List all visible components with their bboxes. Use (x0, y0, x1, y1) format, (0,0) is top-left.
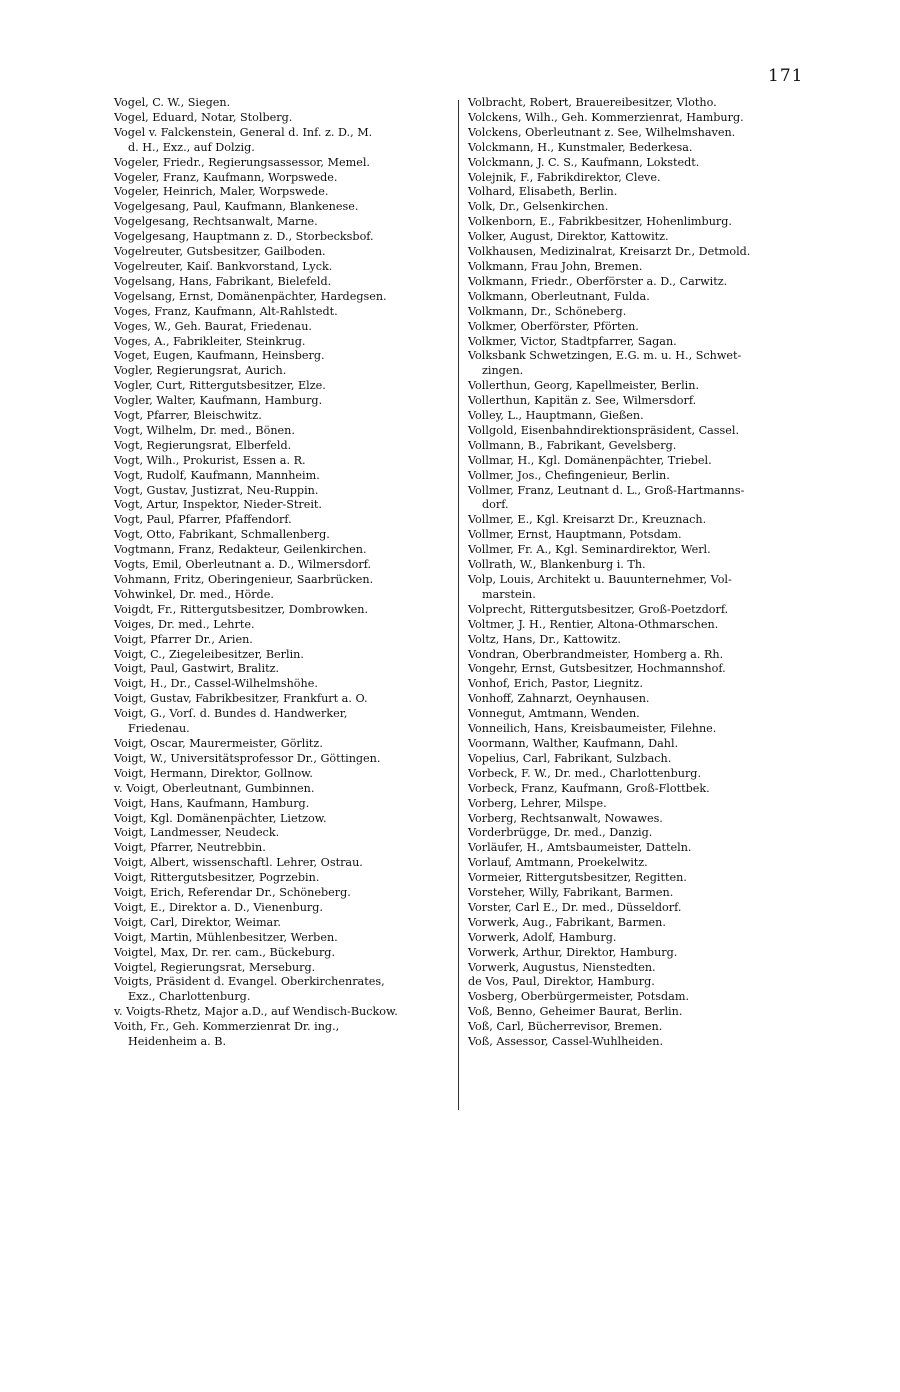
entry-continuation: d. H., Exz., auf Dolzig. (128, 140, 255, 154)
directory-entry: Vorsteher, Willy, Fabrikant, Barmen. (468, 886, 674, 900)
directory-entry: Vollrath, W., Blankenburg i. Th. (468, 558, 646, 572)
entry-continuation: zingen. (482, 364, 524, 378)
directory-entry: Vongehr, Ernst, Gutsbesitzer, Hochmannshof. (468, 662, 726, 676)
directory-entry: Volksbank Schwetzingen, E.G. m. u. H., Schwet- (468, 349, 742, 363)
directory-entry: Vogts, Emil, Oberleutnant a. D., Wilmersdorf. (114, 558, 372, 572)
directory-entry: Vorwerk, Arthur, Direktor, Hamburg. (468, 945, 678, 959)
directory-entry: Vollgold, Eisenbahndirektionspräsident, Cassel. (468, 423, 740, 437)
right-column (468, 96, 808, 1050)
directory-entry: Voigt, W., Universitätsprofessor Dr., Göttingen. (114, 751, 381, 765)
directory-entry: Volprecht, Rittergutsbesitzer, Groß-Poetzdorf. (468, 602, 729, 616)
directory-entry: Vollmer, Fr. A., Kgl. Seminardirektor, Werl. (468, 543, 711, 557)
directory-entry: Vogler, Walter, Kaufmann, Hamburg. (114, 394, 323, 408)
directory-entry: Vogelsang, Ernst, Domänenpächter, Hardegsen. (114, 289, 387, 303)
directory-entry: de Vos, Paul, Direktor, Hamburg. (468, 975, 655, 989)
directory-entry: Voß, Assessor, Cassel-Wuhlheiden. (468, 1035, 664, 1049)
directory-entry: Voigt, Paul, Gastwirt, Bralitz. (114, 662, 280, 676)
directory-entry: Vollmar, H., Kgl. Domänenpächter, Triebel. (468, 453, 712, 467)
directory-entry: Volp, Louis, Architekt u. Bauunternehmer, Vol- (468, 573, 732, 586)
directory-entry: Vogt, Paul, Pfarrer, Pfaffendorf. (114, 513, 292, 527)
directory-entry: Vorbeck, Franz, Kaufmann, Groß-Flottbek. (468, 781, 710, 795)
directory-entry: Vogt, Wilh., Prokurist, Essen a. R. (114, 453, 306, 467)
directory-entry: Volkmer, Victor, Stadtpfarrer, Sagan. (468, 334, 677, 348)
directory-entry: Vogelgesang, Paul, Kaufmann, Blankenese. (114, 200, 359, 214)
directory-entry: Voltmer, J. H., Rentier, Altona-Othmarschen. (468, 617, 719, 631)
directory-entry: Volckens, Oberleutnant z. See, Wilhelmshaven. (468, 125, 736, 139)
directory-entry: Vollmer, Jos., Chefingenieur, Berlin. (468, 468, 670, 482)
directory-entry: Voget, Eugen, Kaufmann, Heinsberg. (114, 349, 325, 363)
directory-entry: Voigt, C., Ziegeleibesitzer, Berlin. (114, 647, 304, 661)
directory-entry: Vollmer, Franz, Leutnant d. L., Groß-Hartmanns- (468, 483, 745, 497)
directory-entry: Voigt, Oscar, Maurermeister, Görlitz. (114, 736, 323, 750)
directory-entry: Vogt, Rudolf, Kaufmann, Mannheim. (114, 468, 320, 482)
directory-entry: Volkmann, Friedr., Oberförster a. D., Carwitz. (468, 274, 728, 288)
directory-entry: Voigt, Gustav, Fabrikbesitzer, Frankfurt a. O. (114, 692, 368, 706)
directory-entry: Vorbeck, F. W., Dr. med., Charlottenburg. (468, 766, 702, 780)
directory-entry: Voß, Benno, Geheimer Baurat, Berlin. (468, 1005, 683, 1019)
directory-entry: Voormann, Walther, Kaufmann, Dahl. (468, 736, 679, 750)
directory-entry: Voß, Carl, Bücherrevisor, Bremen. (468, 1020, 663, 1034)
directory-entry: Voigt, Albert, wissenschaftl. Lehrer, Ostrau. (114, 856, 363, 870)
directory-entry: Vogtmann, Franz, Redakteur, Geilenkirchen. (114, 543, 367, 557)
directory-entry: Vollmer, Ernst, Hauptmann, Potsdam. (468, 528, 682, 542)
directory-entry: Vogelreuter, Kaiſ. Bankvorstand, Lyck. (114, 259, 333, 273)
directory-entry: Volckens, Wilh., Geh. Kommerzienrat, Hamburg. (468, 110, 744, 124)
directory-entry: Voiges, Dr. med., Lehrte. (114, 617, 255, 631)
directory-entry: Voigtel, Regierungsrat, Merseburg. (114, 960, 316, 974)
directory-entry: Vogeler, Heinrich, Maler, Worpswede. (114, 185, 329, 199)
directory-entry: Vorwerk, Augustus, Nienstedten. (468, 960, 656, 974)
directory-entry: Vormeier, Rittergutsbesitzer, Regitten. (468, 871, 687, 885)
directory-entry: Voigt, G., Vorſ. d. Bundes d. Handwerker, (114, 707, 348, 721)
directory-entry: Vogelreuter, Gutsbesitzer, Gailboden. (114, 245, 326, 259)
page-number: 171 (768, 66, 804, 86)
directory-entry: Vogt, Gustav, Justizrat, Neu-Ruppin. (114, 483, 319, 497)
directory-entry: Volkmann, Dr., Schöneberg. (468, 304, 627, 318)
directory-entry: Volkmann, Frau John, Bremen. (468, 259, 643, 273)
directory-entry: Voges, W., Geh. Baurat, Friedenau. (114, 319, 312, 333)
directory-entry: Volkmer, Oberförster, Pförten. (468, 319, 639, 333)
entry-continuation: marstein. (482, 587, 536, 601)
directory-entry: Vollerthun, Kapitän z. See, Wilmersdorf. (468, 394, 697, 408)
directory-entry: Vogt, Otto, Fabrikant, Schmallenberg. (114, 528, 330, 542)
directory-entry: Vonhoff, Zahnarzt, Oeynhausen. (468, 692, 650, 706)
directory-entry: Volkhausen, Medizinalrat, Kreisarzt Dr., Detmold. (468, 245, 751, 259)
directory-entry: Vogt, Artur, Inspektor, Nieder-Streit. (114, 498, 322, 512)
directory-entry: Volker, August, Direktor, Kattowitz. (468, 230, 669, 244)
directory-entry: Vogeler, Franz, Kaufmann, Worpswede. (114, 170, 338, 184)
directory-entry: Voigtel, Max, Dr. rer. cam., Bückeburg. (114, 945, 336, 959)
directory-entry: Voigts, Präsident d. Evangel. Oberkirchenrates, (114, 975, 385, 989)
directory-entry: Vorberg, Rechtsanwalt, Nowawes. (468, 811, 663, 825)
left-column (114, 96, 454, 1050)
directory-entry: Voigt, Martin, Mühlenbesitzer, Werben. (114, 930, 338, 944)
directory-entry: Volhard, Elisabeth, Berlin. (468, 185, 618, 199)
directory-entry: Vorläufer, H., Amtsbaumeister, Datteln. (468, 841, 692, 855)
directory-entry: Voigt, Erich, Referendar Dr., Schöneberg. (114, 886, 351, 900)
directory-entry: Vogelgesang, Rechtsanwalt, Marne. (114, 215, 318, 229)
directory-entry: Vogelsang, Hans, Fabrikant, Bielefeld. (114, 274, 332, 288)
entry-continuation: Friedenau. (128, 722, 190, 736)
directory-entry: Vogeler, Friedr., Regierungsassessor, Memel. (114, 155, 370, 169)
directory-entry: Voigt, Pfarrer, Neutrebbin. (114, 841, 266, 855)
directory-entry: Vohmann, Fritz, Oberingenieur, Saarbrücken. (114, 573, 374, 586)
entry-continuation: dorf. (482, 498, 509, 512)
directory-entry: Vondran, Oberbrandmeister, Homberg a. Rh. (468, 647, 724, 661)
entry-continuation: Heidenheim a. B. (128, 1035, 227, 1049)
directory-entry: Volley, L., Hauptmann, Gießen. (468, 409, 644, 423)
directory-entry: Vollmer, E., Kgl. Kreisarzt Dr., Kreuznach. (468, 513, 707, 527)
directory-entry: Voith, Fr., Geh. Kommerzienrat Dr. ing., (114, 1020, 340, 1034)
directory-entry: Vorwerk, Adolf, Hamburg. (468, 930, 617, 944)
directory-entry: Volejnik, F., Fabrikdirektor, Cleve. (468, 170, 661, 184)
directory-entry: Voges, A., Fabrikleiter, Steinkrug. (114, 334, 306, 348)
directory-entry: Vogt, Pfarrer, Bleischwitz. (114, 409, 262, 423)
directory-entry: Vorderbrügge, Dr. med., Danzig. (468, 826, 653, 840)
directory-entry: Volkenborn, E., Fabrikbesitzer, Hohenlimburg. (468, 215, 732, 229)
directory-entry: v. Voigt, Oberleutnant, Gumbinnen. (114, 781, 315, 795)
directory-entry: Vogel, C. W., Siegen. (114, 96, 231, 109)
directory-entry: Volkmann, Oberleutnant, Fulda. (468, 289, 650, 303)
directory-entry: Volckmann, J. C. S., Kaufmann, Lokstedt. (468, 155, 700, 169)
directory-entry: Vorwerk, Aug., Fabrikant, Barmen. (468, 915, 666, 929)
directory-entry: Voigt, Hans, Kaufmann, Hamburg. (114, 796, 310, 810)
directory-entry: Voigt, Pfarrer Dr., Arien. (114, 632, 253, 646)
directory-entry: Vogler, Regierungsrat, Aurich. (114, 364, 287, 378)
directory-entry: Vonhof, Erich, Pastor, Liegnitz. (468, 677, 643, 691)
directory-entry: Vollerthun, Georg, Kapellmeister, Berlin. (468, 379, 700, 393)
directory-entry: Voigt, Landmesser, Neudeck. (114, 826, 280, 840)
directory-entry: Voltz, Hans, Dr., Kattowitz. (468, 632, 621, 646)
directory-entry: Voigt, Hermann, Direktor, Gollnow. (114, 766, 313, 780)
directory-entry: Vogler, Curt, Rittergutsbesitzer, Elze. (114, 379, 326, 393)
directory-entry: Vogt, Regierungsrat, Elberfeld. (114, 438, 292, 452)
directory-entry: Voigdt, Fr., Rittergutsbesitzer, Dombrowken. (114, 602, 369, 616)
directory-entry: Vosberg, Oberbürgermeister, Potsdam. (468, 990, 690, 1004)
directory-entry: Voigt, Kgl. Domänenpächter, Lietzow. (114, 811, 327, 825)
directory-entry: Voigt, Rittergutsbesitzer, Pogrzebin. (114, 871, 320, 885)
directory-entry: Vollmann, B., Fabrikant, Gevelsberg. (468, 438, 677, 452)
directory-entry: Voigt, E., Direktor a. D., Vienenburg. (114, 900, 323, 914)
column-divider (458, 100, 459, 1110)
directory-entry: Volk, Dr., Gelsenkirchen. (468, 200, 609, 214)
directory-entry: Vogt, Wilhelm, Dr. med., Bönen. (114, 423, 295, 437)
directory-entry: Volbracht, Robert, Brauereibesitzer, Vlotho. (468, 96, 717, 109)
directory-entry: Vopelius, Carl, Fabrikant, Sulzbach. (468, 751, 672, 765)
directory-entry: Vogelgesang, Hauptmann z. D., Storbecksbof. (114, 230, 374, 244)
directory-entry: Vohwinkel, Dr. med., Hörde. (114, 587, 274, 601)
directory-entry: Vogel, Eduard, Notar, Stolberg. (114, 110, 293, 124)
directory-entry: Voigt, Carl, Direktor, Weimar. (114, 915, 281, 929)
directory-entry: Volckmann, H., Kunstmaler, Bederkesa. (468, 140, 693, 154)
directory-entry: Vonneilich, Hans, Kreisbaumeister, Filehne. (468, 722, 717, 736)
entry-continuation: Exz., Charlottenburg. (128, 990, 251, 1004)
directory-entry: Voigt, H., Dr., Cassel-Wilhelmshöhe. (114, 677, 318, 691)
directory-entry: Vogel v. Falckenstein, General d. Inf. z. D., M. (114, 125, 373, 139)
directory-entry: Vorster, Carl E., Dr. med., Düsseldorf. (468, 900, 682, 914)
directory-entry: v. Voigts-Rhetz, Major a.D., auf Wendisch-Buckow. (114, 1005, 398, 1019)
directory-entry: Voges, Franz, Kaufmann, Alt-Rahlstedt. (114, 304, 338, 318)
directory-entry: Vorberg, Lehrer, Milspe. (468, 796, 607, 810)
directory-entry: Vorlauf, Amtmann, Proekelwitz. (468, 856, 648, 870)
directory-entry: Vonnegut, Amtmann, Wenden. (468, 707, 640, 721)
